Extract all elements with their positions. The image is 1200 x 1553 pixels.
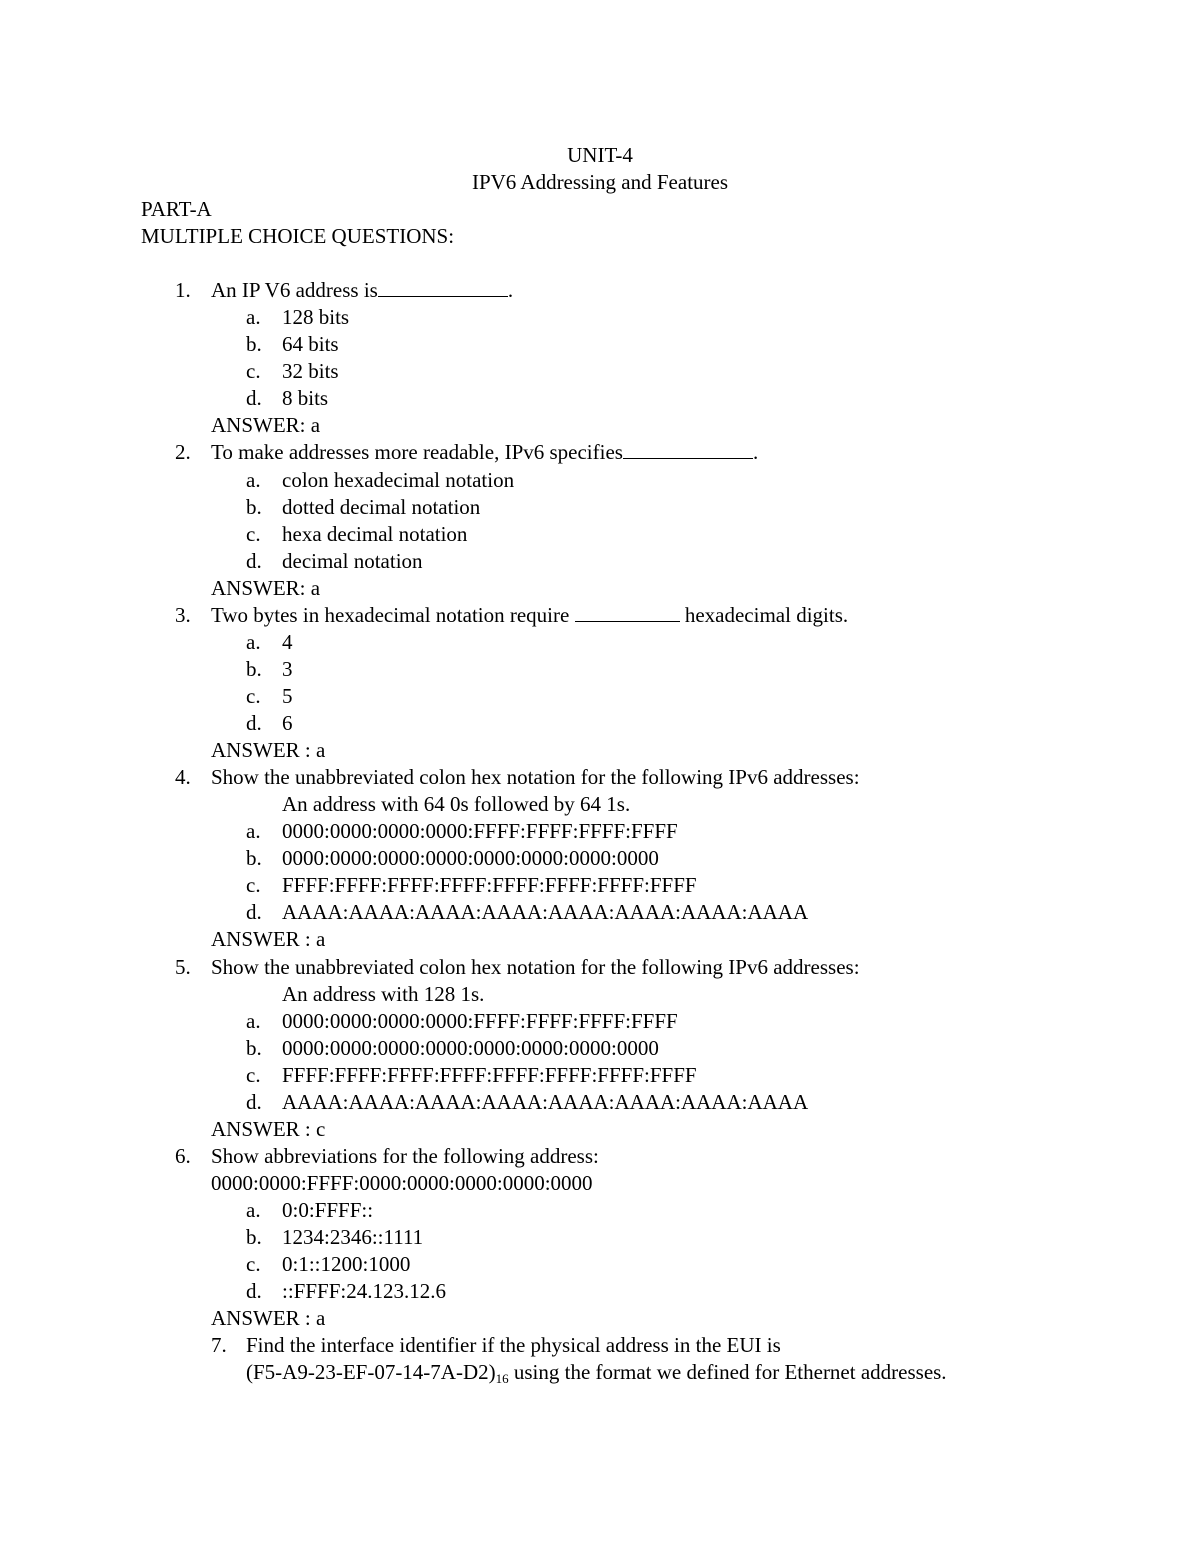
q6-answer: ANSWER : a xyxy=(211,1306,326,1330)
q5-option-c: FFFF:FFFF:FFFF:FFFF:FFFF:FFFF:FFFF:FFFF xyxy=(282,1063,697,1087)
q5-option-b-letter: b. xyxy=(246,1036,262,1060)
unit-title: UNIT-4 xyxy=(567,143,633,167)
q4-option-a: 0000:0000:0000:0000:FFFF:FFFF:FFFF:FFFF xyxy=(282,819,678,843)
q4-number: 4. xyxy=(175,765,191,789)
q3-option-c-letter: c. xyxy=(246,684,261,708)
q7-number: 7. xyxy=(211,1333,227,1357)
q6-number: 6. xyxy=(175,1144,191,1168)
q5-option-b: 0000:0000:0000:0000:0000:0000:0000:0000 xyxy=(282,1036,659,1060)
q2-option-b: dotted decimal notation xyxy=(282,495,481,519)
q6-stem: Show abbreviations for the following address: xyxy=(211,1144,599,1168)
q2-option-c: hexa decimal notation xyxy=(282,522,468,546)
q4-answer: ANSWER : a xyxy=(211,927,326,951)
q6-address: 0000:0000:FFFF:0000:0000:0000:0000:0000 xyxy=(211,1171,593,1195)
q1-option-a: 128 bits xyxy=(282,305,350,329)
q4-option-a-letter: a. xyxy=(246,819,261,843)
q1-option-d: 8 bits xyxy=(282,386,329,410)
q1-number: 1. xyxy=(175,278,191,302)
section-heading: MULTIPLE CHOICE QUESTIONS: xyxy=(141,224,455,248)
q7-stem: Find the interface identifier if the physical address in the EUI is xyxy=(246,1333,781,1357)
q5-answer: ANSWER : c xyxy=(211,1117,326,1141)
q6-option-a-letter: a. xyxy=(246,1198,261,1222)
q7-stem-line2: $(F5-A9-23-EF-07-14-7A-D2)_{16}$ using the format we defined for Ethernet addresses. xyxy=(246,1360,947,1386)
q3-option-b: 3 xyxy=(282,657,293,681)
q2-option-b-letter: b. xyxy=(246,495,262,519)
q2-answer: ANSWER: a xyxy=(211,576,321,600)
answer-blank xyxy=(623,440,753,459)
q1-option-b-letter: b. xyxy=(246,332,262,356)
answer-blank xyxy=(378,278,508,297)
q1-option-b: 64 bits xyxy=(282,332,339,356)
answer-blank xyxy=(575,603,680,622)
q4-option-c-letter: c. xyxy=(246,873,261,897)
q5-stem: Show the unabbreviated colon hex notation for the following IPv6 addresses: xyxy=(211,955,860,979)
q1-option-c: 32 bits xyxy=(282,359,339,383)
part-heading: PART-A xyxy=(141,197,212,221)
subject-title: IPV6 Addressing and Features xyxy=(471,170,729,194)
q2-option-c-letter: c. xyxy=(246,522,261,546)
q4-subtext: An address with 64 0s followed by 64 1s. xyxy=(282,792,631,816)
q6-option-c: 0:1::1200:1000 xyxy=(282,1252,411,1276)
q4-option-b: 0000:0000:0000:0000:0000:0000:0000:0000 xyxy=(282,846,659,870)
q5-option-c-letter: c. xyxy=(246,1063,261,1087)
q3-option-d-letter: d. xyxy=(246,711,262,735)
q5-option-d: AAAA:AAAA:AAAA:AAAA:AAAA:AAAA:AAAA:AAAA xyxy=(282,1090,809,1114)
q5-option-a: 0000:0000:0000:0000:FFFF:FFFF:FFFF:FFFF xyxy=(282,1009,678,1033)
q2-option-d: decimal notation xyxy=(282,549,423,573)
q2-option-a: colon hexadecimal notation xyxy=(282,468,515,492)
q6-option-a: 0:0:FFFF:: xyxy=(282,1198,374,1222)
q3-option-a: 4 xyxy=(282,630,293,654)
q5-option-a-letter: a. xyxy=(246,1009,261,1033)
q3-stem: Two bytes in hexadecimal notation require hexadecimal digits. xyxy=(211,603,849,627)
q1-answer: ANSWER: a xyxy=(211,413,321,437)
base-subscript: 16 xyxy=(495,1371,509,1386)
q1-option-c-letter: c. xyxy=(246,359,261,383)
q2-stem: To make addresses more readable, IPv6 specifies . xyxy=(211,440,759,464)
q4-option-b-letter: b. xyxy=(246,846,262,870)
q2-number: 2. xyxy=(175,440,191,464)
q6-option-d-letter: d. xyxy=(246,1279,262,1303)
q3-option-d: 6 xyxy=(282,711,293,735)
q4-option-d-letter: d. xyxy=(246,900,262,924)
q6-option-b: 1234:2346::1111 xyxy=(282,1225,424,1249)
q4-stem: Show the unabbreviated colon hex notation for the following IPv6 addresses: xyxy=(211,765,860,789)
q5-subtext: An address with 128 1s. xyxy=(282,982,485,1006)
q1-option-d-letter: d. xyxy=(246,386,262,410)
q6-option-b-letter: b. xyxy=(246,1225,262,1249)
q6-option-d: ::FFFF:24.123.12.6 xyxy=(282,1279,446,1303)
q3-number: 3. xyxy=(175,603,191,627)
q5-option-d-letter: d. xyxy=(246,1090,262,1114)
q1-stem: An IP V6 address is . xyxy=(211,278,514,302)
q6-option-c-letter: c. xyxy=(246,1252,261,1276)
q3-option-a-letter: a. xyxy=(246,630,261,654)
q4-option-c: FFFF:FFFF:FFFF:FFFF:FFFF:FFFF:FFFF:FFFF xyxy=(282,873,697,897)
q4-option-d: AAAA:AAAA:AAAA:AAAA:AAAA:AAAA:AAAA:AAAA xyxy=(282,900,809,924)
q2-option-d-letter: d. xyxy=(246,549,262,573)
q5-number: 5. xyxy=(175,955,191,979)
q2-option-a-letter: a. xyxy=(246,468,261,492)
q3-answer: ANSWER : a xyxy=(211,738,326,762)
q1-option-a-letter: a. xyxy=(246,305,261,329)
q3-option-b-letter: b. xyxy=(246,657,262,681)
q3-option-c: 5 xyxy=(282,684,293,708)
